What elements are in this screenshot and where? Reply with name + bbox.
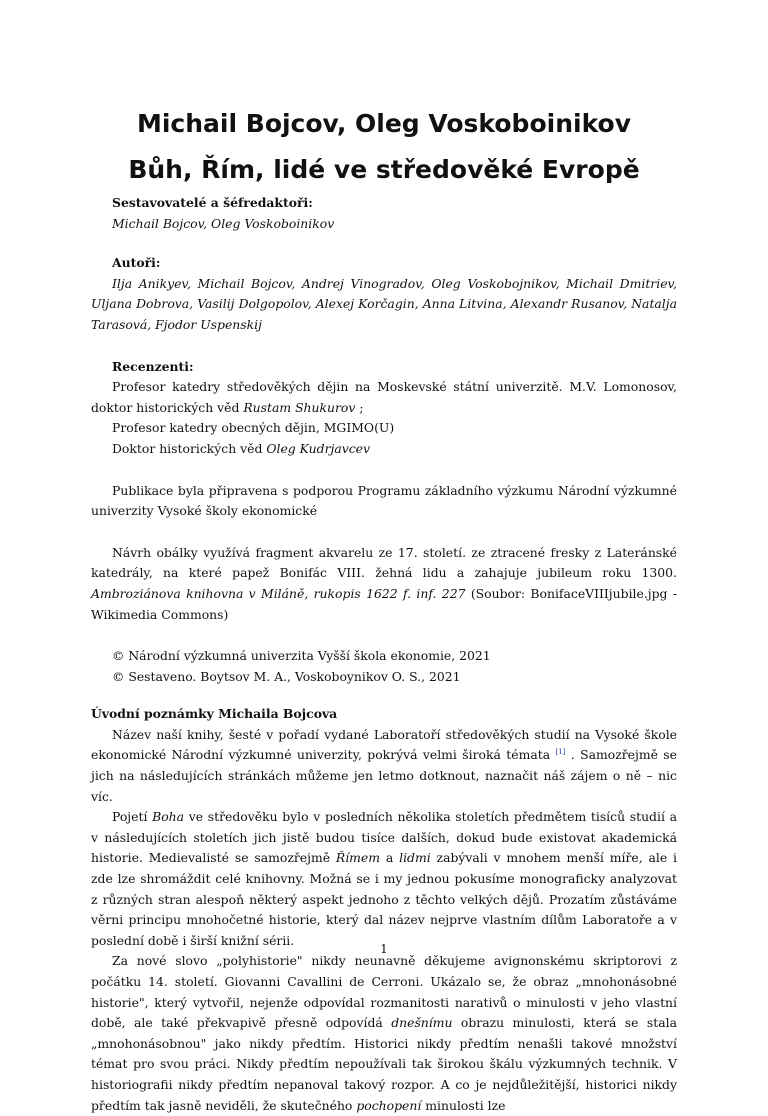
intro-p2-boha: Boha: [152, 809, 185, 825]
cover-source: Ambroziánova knihovna v Miláně, rukopis 1622 f. inf. 227: [91, 585, 466, 601]
reviewer-3-name: Oleg Kudrjavcev: [266, 440, 370, 456]
support-note: Publikace byla připravena s podporou Programu základního výzkumu Národní výzkumné univerzity Vysoké školy ekonomické: [91, 482, 677, 519]
authors-section: [91, 253, 677, 335]
intro-p3-pochopeni: pochopení: [356, 1097, 422, 1113]
intro-p1-b: . Samozřejmě se jich na následujících stránkách můžeme jen letmo dotknout, naznačit náš zájem o ně – nic víc.: [91, 747, 677, 804]
authors-names: Ilja Anikyev, Michail Bojcov, Andrej Vinogradov, Oleg Voskobojnikov, Michail Dmitriev, Uljana Dobrova, Vasilij Dolgopolov, Alexej Korčagin, Anna Litvina, Alexandr Rusanov, Natalja Tarasová, Fjodor Uspenskij: [91, 275, 677, 332]
reviewer-1-tail: ;: [355, 399, 364, 415]
cover-text: Návrh obálky využívá fragment akvarelu ze 17. století. ze ztracené fresky z Lateránské katedrály, na které papež Bonifác VIII. žehná lidu a zahajuje jubileum roku 1300.: [91, 544, 677, 581]
reviewer-3: [91, 439, 677, 460]
intro-p3-b: obrazu minulosti, která se stala „mnohonásobnou" jako nikdy předtím. Historici nikdy předtím nenašli takové množství témat pro svou práci. Nikdy předtím nepoužívali tak širokou škálu výzkumných technik. V historiografii nikdy předtím nepanoval takový rozpor. A co je nejdůležitější, historici nikdy předtím tak jasně neviděli, že skutečného: [91, 1015, 677, 1113]
reviewer-3-text: Doktor historických věd: [112, 440, 267, 456]
book-title: Bůh, Řím, lidé ve středověké Evropě: [128, 155, 640, 184]
page-number: 1: [380, 942, 388, 956]
intro-p2-c: a: [380, 850, 400, 866]
intro-p2-a: Pojetí: [112, 809, 153, 825]
copyright-2: © Sestaveno. Boytsov M. A., Voskoboynikov O. S., 2021: [112, 668, 461, 684]
intro-section: [91, 704, 677, 1116]
intro-p3-a: Za nové slovo „polyhistorie" nikdy neunavně děkujeme avignonskému skriptorovi z počátku 14. století. Giovanni Cavallini de Cerroni. Ukázalo se, že obraz „mnohonásobné historie", který vytvořil, nejenže odpovídal rozmanitosti narativů o minulosti v jeho vlastní době, ale také překvapivě přesně odpovídá: [91, 953, 677, 1031]
reviewer-1: [91, 377, 677, 418]
authors-title: Michail Bojcov, Oleg Voskoboinikov: [136, 109, 631, 138]
cover-source-link: (Soubor: BonifaceVIIIjubile.jpg - Wikimedia Commons): [91, 585, 678, 622]
intro-p2-b: ve středověku bylo v posledních několika stoletích předmětem tisíců studií a v následujících stoletích jich jistě budou tisíce dalších, dokud bude existovat akademická historie. Medievalisté se samozřejmě: [91, 809, 677, 866]
intro-paragraph-3: [91, 951, 677, 1116]
copyright-1: © Národní výzkumná univerzita Vyšší škola ekonomie, 2021: [112, 648, 491, 664]
intro-p3-dnesnimu: dnešnímu: [391, 1015, 453, 1031]
footnote-ref[interactable]: [1]: [555, 748, 566, 757]
intro-p3-c: minulosti lze: [421, 1097, 506, 1113]
editors-heading: Sestavovatelé a šéfredaktoři:: [112, 195, 313, 210]
copyright-section: [91, 646, 677, 687]
intro-p2-d: zabývali v mnohem menší míře, ale i zde lze shromáždit celé knihovny. Možná se i my jednou pokusíme monograficky analyzovat z různých stran alespoň některý aspekt jednoho z těchto velkých dějů. Prozatím zůstáváme věrni principu mnohočetné historie, který dal název nejprve vlastním dílům Laboratoře a v poslední době i širší knižní sérii.: [91, 850, 677, 948]
intro-paragraph-1: [91, 725, 677, 807]
editors-section: [91, 193, 677, 234]
reviewer-1-name: Rustam Shukurov: [243, 399, 356, 415]
authors-heading: Autoři:: [112, 255, 161, 271]
intro-paragraph-2: [91, 807, 677, 951]
intro-p2-lidmi: lidmi: [399, 850, 431, 866]
editors-names: Michail Bojcov, Oleg Voskoboinikov: [112, 215, 335, 231]
document-body: [91, 193, 677, 1116]
cover-note: [91, 543, 677, 625]
reviewers-heading: Recenzenti:: [112, 358, 194, 374]
reviewers-section: [91, 357, 677, 460]
reviewer-1-text: Profesor katedry středověkých dějin na Moskevské státní univerzitě. M.V. Lomonosov, doktor historických věd: [91, 379, 677, 415]
reviewer-2: Profesor katedry obecných dějin, MGIMO(U): [112, 420, 395, 436]
intro-p2-rimem: Římem: [335, 850, 381, 866]
intro-p1-a: Název naší knihy, šesté v pořadí vydané Laboratoří středověkých studií na Vysoké škole ekonomické Národní výzkumné univerzity, pokrývá velmi široká témata: [91, 726, 677, 763]
intro-heading: Úvodní poznámky Michaila Bojcova: [91, 706, 338, 722]
